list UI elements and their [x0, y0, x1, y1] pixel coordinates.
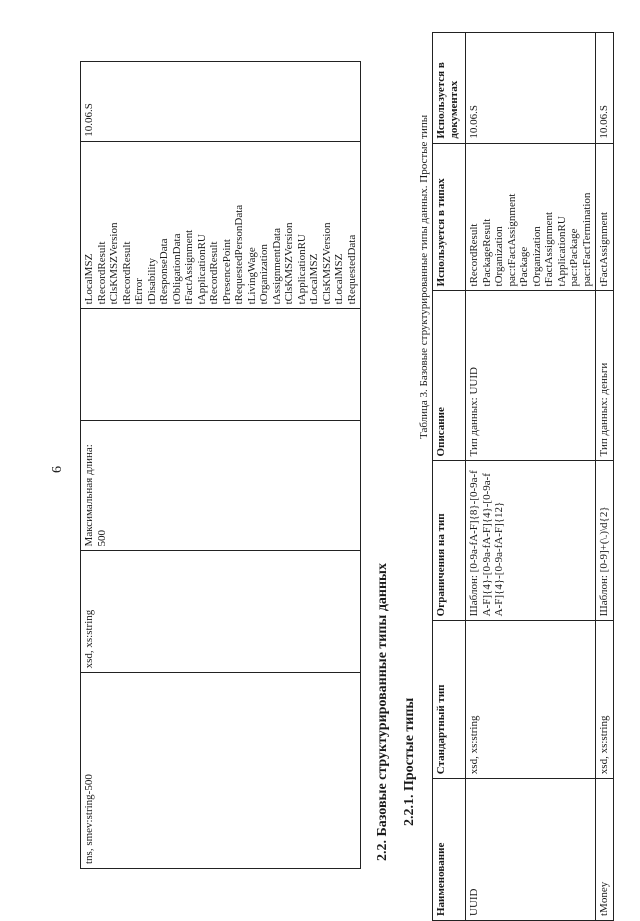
- type-ref: tFactAssignment: [598, 211, 610, 287]
- cell-description: [81, 309, 361, 421]
- cell-description: Тип данных: UUID: [466, 291, 596, 461]
- type-ref: tClsKMSZVersion: [108, 222, 120, 305]
- table-header-row: [433, 33, 466, 921]
- type-ref: tApplicationRU: [195, 234, 208, 305]
- cell-used-in-docs: 10.06.S: [81, 62, 361, 142]
- table-row: [81, 62, 361, 869]
- header-name: Наименование: [433, 779, 466, 921]
- type-ref: tPresencePoint: [220, 239, 233, 305]
- type-ref: tObligationData: [170, 233, 183, 305]
- cell-name: tMoney: [596, 779, 614, 921]
- type-ref: tDisability: [145, 257, 158, 305]
- table-row: [466, 33, 596, 921]
- cell-standard-type: xsd, xs:string: [466, 621, 596, 779]
- subsection-heading: 2.2.1. Простые типы: [402, 697, 417, 826]
- table-caption: Таблица 3. Базовые структурированные типы данных. Простые типы: [418, 114, 430, 439]
- type-ref: tApplicationRU: [295, 234, 308, 305]
- type-ref: tOrganization: [493, 226, 505, 287]
- type-ref: tFactAssignment: [183, 229, 195, 305]
- type-ref: tApplicationRU: [555, 216, 568, 287]
- type-ref: tClsKMSZVersion: [320, 222, 333, 305]
- type-ref: tError: [133, 278, 145, 305]
- table-row: [596, 33, 614, 921]
- type-ref: tOrganization: [258, 244, 270, 305]
- cell-used-in-types: [466, 143, 596, 291]
- cell-restriction: Шаблон: [0-9a-fA-F]{8}-[0-9a-fA-F]{4}-[0-9a-fA-F]{4}-[0-9a-fA-F]{4}-[0-9a-fA-F]{12}: [466, 461, 596, 621]
- type-ref: pac:tPackage: [568, 228, 580, 287]
- type-ref: pac:tFactTermination: [580, 192, 593, 287]
- type-ref: tClsKMSZVersion: [283, 222, 295, 305]
- cell-used-in-types: [81, 141, 361, 309]
- cell-used-in-docs: 10.06.S: [596, 33, 614, 144]
- header-used-in-types: Используется в типах: [433, 143, 466, 291]
- cell-restriction: Шаблон: [0-9]+(\.)\d{2}: [596, 461, 614, 621]
- type-ref: tLivingWage: [245, 247, 258, 305]
- cell-standard-type: xsd, xs:string: [81, 551, 361, 673]
- cell-restriction: Максимальная длина: 500: [81, 421, 361, 551]
- type-ref: tRequestedPersonData: [233, 204, 245, 305]
- section-heading: 2.2. Базовые структурированные типы данных: [375, 563, 390, 861]
- type-ref: pac:tFactAssignment: [505, 193, 518, 287]
- type-ref: tRecordResult: [95, 241, 108, 305]
- cell-used-in-types: [596, 143, 614, 291]
- header-restriction: Ограничения на тип: [433, 461, 466, 621]
- type-ref: tFactAssignment: [543, 211, 555, 287]
- type-ref: tLocalMSZ: [83, 253, 95, 305]
- type-ref: tLocalMSZ: [333, 253, 345, 305]
- table-continuation: [80, 61, 361, 869]
- header-standard-type: Стандартный тип: [433, 621, 466, 779]
- type-ref: tOrganization: [530, 226, 543, 287]
- type-ref: tResponseData: [158, 238, 170, 305]
- header-description: Описание: [433, 291, 466, 461]
- page-number: 6: [50, 466, 65, 473]
- header-used-in-docs: Используется в документах: [433, 33, 466, 144]
- type-ref: tRequestedData: [345, 234, 358, 305]
- type-ref: tPackageResult: [480, 218, 493, 287]
- type-ref: tRecordResult: [468, 223, 480, 287]
- cell-standard-type: xsd, xs:string: [596, 621, 614, 779]
- type-ref: tLocalMSZ: [308, 253, 320, 305]
- type-ref: tRecordResult: [208, 241, 220, 305]
- cell-description: Тип данных: деньги: [596, 291, 614, 461]
- cell-used-in-docs: 10.06.S: [466, 33, 596, 144]
- table-simple-types: [432, 32, 614, 921]
- cell-name: tns, smev:string-500: [81, 673, 361, 869]
- cell-name: UUID: [466, 779, 596, 921]
- type-ref: tRecordResult: [120, 241, 133, 305]
- type-ref: tPackage: [518, 246, 530, 287]
- type-ref: tAssignmentData: [270, 228, 283, 305]
